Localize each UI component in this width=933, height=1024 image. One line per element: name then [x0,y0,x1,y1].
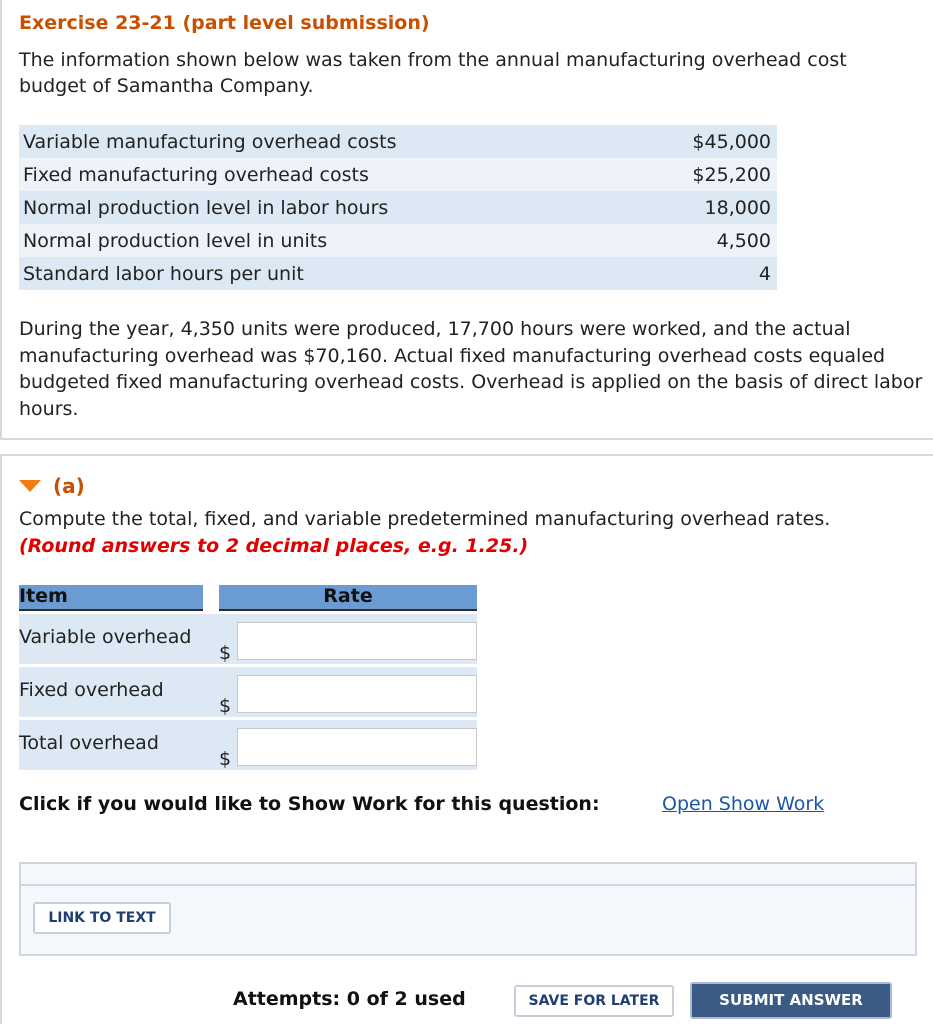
currency-symbol: $ [219,748,232,770]
show-work-prompt: Click if you would like to Show Work for this question: [19,793,600,815]
table-row [19,158,777,191]
exercise-intro: The information shown below was taken from the annual manufacturing overhead cost budget of Samantha Company. [19,49,847,97]
rate-column-header [219,585,477,611]
exercise-title: Exercise 23-21 (part level submission) [19,12,430,34]
total-overhead-rate-input[interactable] [237,728,477,766]
row-label: Normal production level in units [19,224,634,257]
fixed-overhead-rate-input[interactable] [237,675,477,713]
table-row [19,125,777,158]
link-to-text-button[interactable]: LINK TO TEXT [33,902,171,934]
variable-overhead-label: Variable overhead [19,626,192,648]
table-row [19,191,777,224]
open-show-work-link[interactable]: Open Show Work [662,793,825,815]
fixed-overhead-label: Fixed overhead [19,679,164,701]
currency-symbol: $ [219,695,232,717]
rate-header-label: Rate [323,585,373,607]
question-text: Compute the total, fixed, and variable predetermined manufacturing overhead rates. [19,508,831,530]
row-value: 4 [634,257,777,290]
row-label: Fixed manufacturing overhead costs [19,158,634,191]
exercise-details: During the year, 4,350 units were produced, 17,700 hours were worked, and the actual manufacturing overhead was $70,160. Actual fixed manufacturing overhead costs equaled budgeted fixed manufacturing overhead costs. Overhead is applied on the basis of direct labor hours. [19,318,923,420]
variable-overhead-rate-input[interactable] [237,622,477,660]
save-for-later-button[interactable]: SAVE FOR LATER [514,985,674,1017]
part-a-toggle[interactable] [19,474,85,498]
row-value: $25,200 [634,158,777,191]
row-label: Variable manufacturing overhead costs [19,125,634,158]
rounding-instruction: (Round answers to 2 decimal places, e.g. 1.25.) [19,535,529,557]
submit-answer-button[interactable]: SUBMIT ANSWER [690,982,892,1019]
table-row [19,224,777,257]
part-a-question [19,506,919,560]
item-column-header [19,585,203,611]
collapse-triangle-icon[interactable] [19,480,41,492]
attempts-counter: Attempts: 0 of 2 used [233,988,466,1010]
row-label: Normal production level in labor hours [19,191,634,224]
resources-box [19,862,917,956]
resources-box-header [21,864,915,886]
part-a-label: (a) [53,474,85,498]
table-row [19,257,777,290]
row-value: 4,500 [634,224,777,257]
row-label: Standard labor hours per unit [19,257,634,290]
row-value: $45,000 [634,125,777,158]
item-header-label: Item [19,585,68,607]
currency-symbol: $ [219,642,232,664]
total-overhead-label: Total overhead [19,732,159,754]
row-value: 18,000 [634,191,777,224]
budget-info-table [19,125,777,290]
